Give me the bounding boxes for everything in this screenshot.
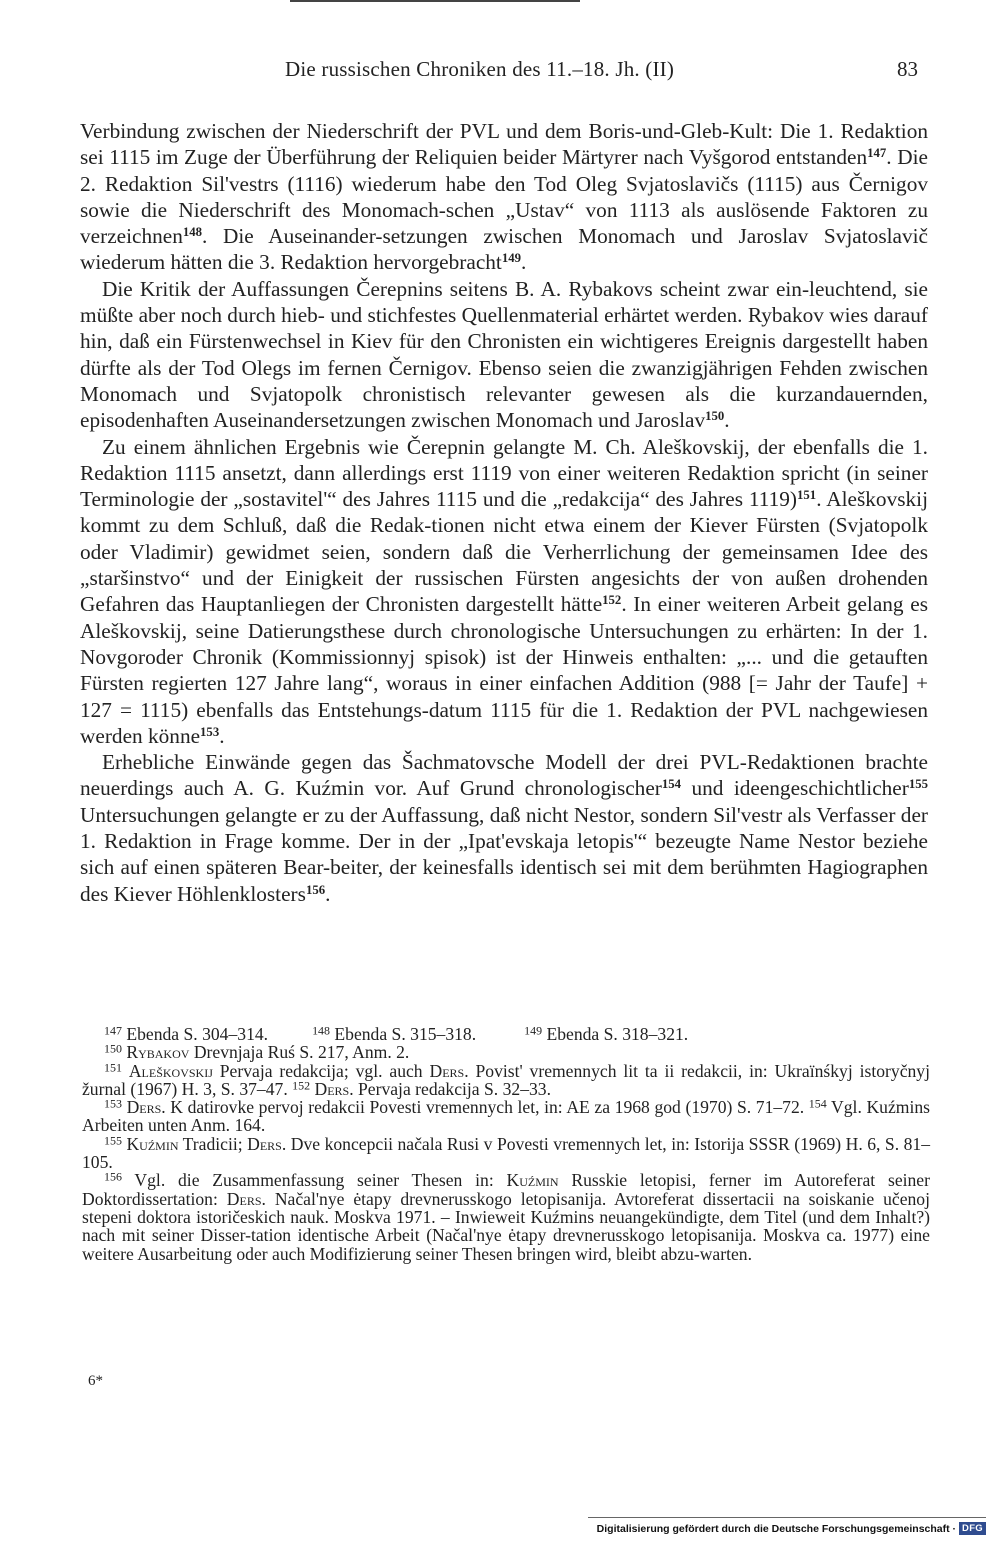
footnote-147: Ebenda S. 304–314. — [126, 1024, 269, 1044]
footnote-ref-149[interactable]: 149 — [501, 251, 522, 266]
footnote-151-152: $^{151}$ Aleškovskij Pervaja redakcija; vgl. auch Ders. Povist' vremennych lit ta ii redakcii, in: Ukraïnśkyj istoryčnyj žurnal (1967) H. 3, S. 37–47. $^{152}$ Ders. Pervaja redakcija S. 32–33. — [82, 1060, 930, 1099]
footnote-row-147-149 — [82, 1025, 930, 1043]
footnote-150: $^{150}$ Rybakov Drevnjaja Ruś S. 217, Anm. 2. — [104, 1041, 410, 1063]
paragraph-1: Verbindung zwischen der Niederschrift der PVL und dem Boris-und-Gleb-Kult: Die 1. Redaktion sei 1115 im Zuge der Überführung der Reliquien beider Märtyrer nach Vyšgorod entstanden$^{147}$. Die 2. Redaktion Sil'vestrs (1116) wiederum habe den Tod Oleg Svjatoslavičs (1115) aus Černigov sowie die Niederschrift des Monomach-schen „Ustav“ von 1113 als auslösende Faktoren zu verzeichnen$^{148}$. Die Auseinander-setzungen zwischen Monomach und Jaroslav Svjatoslavič wiederum hätten die 3. Redaktion hervorgebracht$^{149}$. — [80, 119, 929, 275]
credit-text: Digitalisierung gefördert durch die Deutsche Forschungsgemeinschaft · — [596, 1522, 957, 1535]
footnote-ref-150[interactable]: 150 — [705, 409, 725, 424]
dfg-logo-icon[interactable]: DFG — [959, 1522, 986, 1535]
footnote-ref-154[interactable]: 154 — [661, 777, 682, 792]
page-number: 83 — [897, 57, 918, 81]
footnotes — [82, 1025, 930, 1263]
footnote-148: Ebenda S. 315–318. — [334, 1024, 477, 1044]
footnote-ref-148[interactable]: 148 — [182, 225, 203, 240]
footnote-ref-151[interactable]: 151 — [797, 488, 817, 503]
running-head: Die russischen Chroniken des 11.–18. Jh. (II) — [285, 57, 675, 81]
footnote-149: Ebenda S. 318–321. — [546, 1024, 689, 1044]
footnote-ref-152[interactable]: 152 — [602, 593, 622, 608]
digitization-credit — [597, 1522, 986, 1535]
paragraph-2: Die Kritik der Auffassungen Čerepnins seitens B. A. Rybakovs scheint zwar ein-leuchtend, sie müßte aber noch durch hieb- und stichfestes Quellenmaterial erhärtet werden. Rybakov wies darauf hin, daß ein Fürstenwechsel in Kiev für den Chronisten ein wichtigeres Ereignis dargestellt haben dürfte als der Tod Olegs im fernen Černigov. Ebenso seien die zwanzigjährigen Fehden zwischen Monomach und Svjatopolk chronistisch relevanter gewesen als die kurzandauernden, episodenhaften Auseinandersetzungen zwischen Monomach und Jaroslav$^{150}$. — [80, 276, 928, 433]
footnote-ref-156[interactable]: 156 — [305, 882, 326, 897]
footnote-156: $^{156}$ Vgl. die Zusammenfassung seiner Thesen in: Kuźmin Russkie letopisi, ferner im Autoreferat seiner Doktordissertation: Ders. Načal'nye ėtapy drevnerusskogo letopisanija. Avtoreferat dissertacii na soiskanie učenoj stepeni doktora istoričeskich nauk. Moskva 1971. – Inwieweit Kuźmins neuangekündigte, dem Titel (und dem Inhalt?) nach mit seiner Disser-tation identische Arbeit (Načal'nye ėtapy drevnerusskogo letopisanija. Moskva ca. 1977) eine weitere Ausarbeitung oder auch Modifizierung seiner Thesen bringen wird, bleibt abzu-warten. — [82, 1170, 930, 1264]
footnote-153-154: $^{153}$ Ders. K datirovke pervoj redakcii Povesti vremennych let, in: AE za 1968 god (1970) S. 71–72. $^{154}$ Vgl. Kuźmins Arbeiten unten Anm. 164. — [82, 1096, 930, 1136]
footnote-ref-155[interactable]: 155 — [908, 777, 928, 792]
footer-rule — [588, 1517, 986, 1518]
footnote-ref-147[interactable]: 147 — [867, 146, 887, 161]
footnote-number: 147 — [104, 1023, 122, 1038]
footnote-ref-153[interactable]: 153 — [200, 724, 220, 739]
paragraph-4: Erhebliche Einwände gegen das Šachmatovsche Modell der drei PVL-Redaktionen brachte neuerdings auch A. G. Kuźmin vor. Auf Grund chronologischer$^{154}$ und ideengeschichtlicher$^{155}$ Untersuchungen gelangte er zu der Auffassung, daß nicht Nestor, sondern Sil'vestr als Verfasser der 1. Redaktion in Frage komme. Der in der „Ipat'evskaja letopis'“ bezeugte Name Nestor beziehe sich auf einen späteren Bear-beiter, der keinesfalls identisch sei mit dem berühmten Hagiographen des Kiever Höhlenklosters$^{156}$. — [80, 750, 928, 906]
paragraph-3: Zu einem ähnlichen Ergebnis wie Čerepnin gelangte M. Ch. Aleškovskij, der ebenfalls die 1. Redaktion 1115 ansetzt, dann allerdings erst 1119 von einer weiteren Redaktion spricht (in seiner Terminologie der „sostavitel'“ des Jahres 1115 und die „redakcija“ des Jahres 1119)$^{151}$. Aleškovskij kommt zu dem Schluß, daß die Redak-tionen nicht etwa einem der Kiever Fürsten (Svjatopolk oder Vladimir) gewidmet seien, sondern daß die Verherrlichung der gemeinsamen Idee des „staršinstvo“ und der Einigkeit der russischen Fürsten angesichts der von außen drohenden Gefahren das Hauptanliegen der Chronisten dargestellt hätte$^{152}$. In einer weiteren Arbeit gelang es Aleškovskij, seine Datierungsthese durch chronologische Untersuchungen zu erhärten: In der 1. Novgoroder Chronik (Kommissionnyj spisok) ist der Hinweis enthalten: „... und die getauften Fürsten regierten 127 Jahre lang“, woraus in einer einfachen Addition (988 [= Jahr der Taufe] + 127 = 1115) ebenfalls das Entstehungs-datum 1115 für die 1. Redaktion der PVL nachgewiesen werden könne$^{153}$. — [80, 434, 928, 748]
top-rule — [290, 0, 580, 2]
footnote-number: 149 — [524, 1023, 543, 1038]
footnote-number: 148 — [312, 1023, 330, 1038]
footnote-155: $^{155}$ Kuźmin Tradicii; Ders. Dve koncepcii načala Rusi v Povesti vremennych let, in: Istorija SSSR (1969) H. 6, S. 81–105. — [82, 1133, 931, 1173]
main-text — [80, 118, 928, 907]
signature-mark: 6* — [88, 1373, 103, 1389]
